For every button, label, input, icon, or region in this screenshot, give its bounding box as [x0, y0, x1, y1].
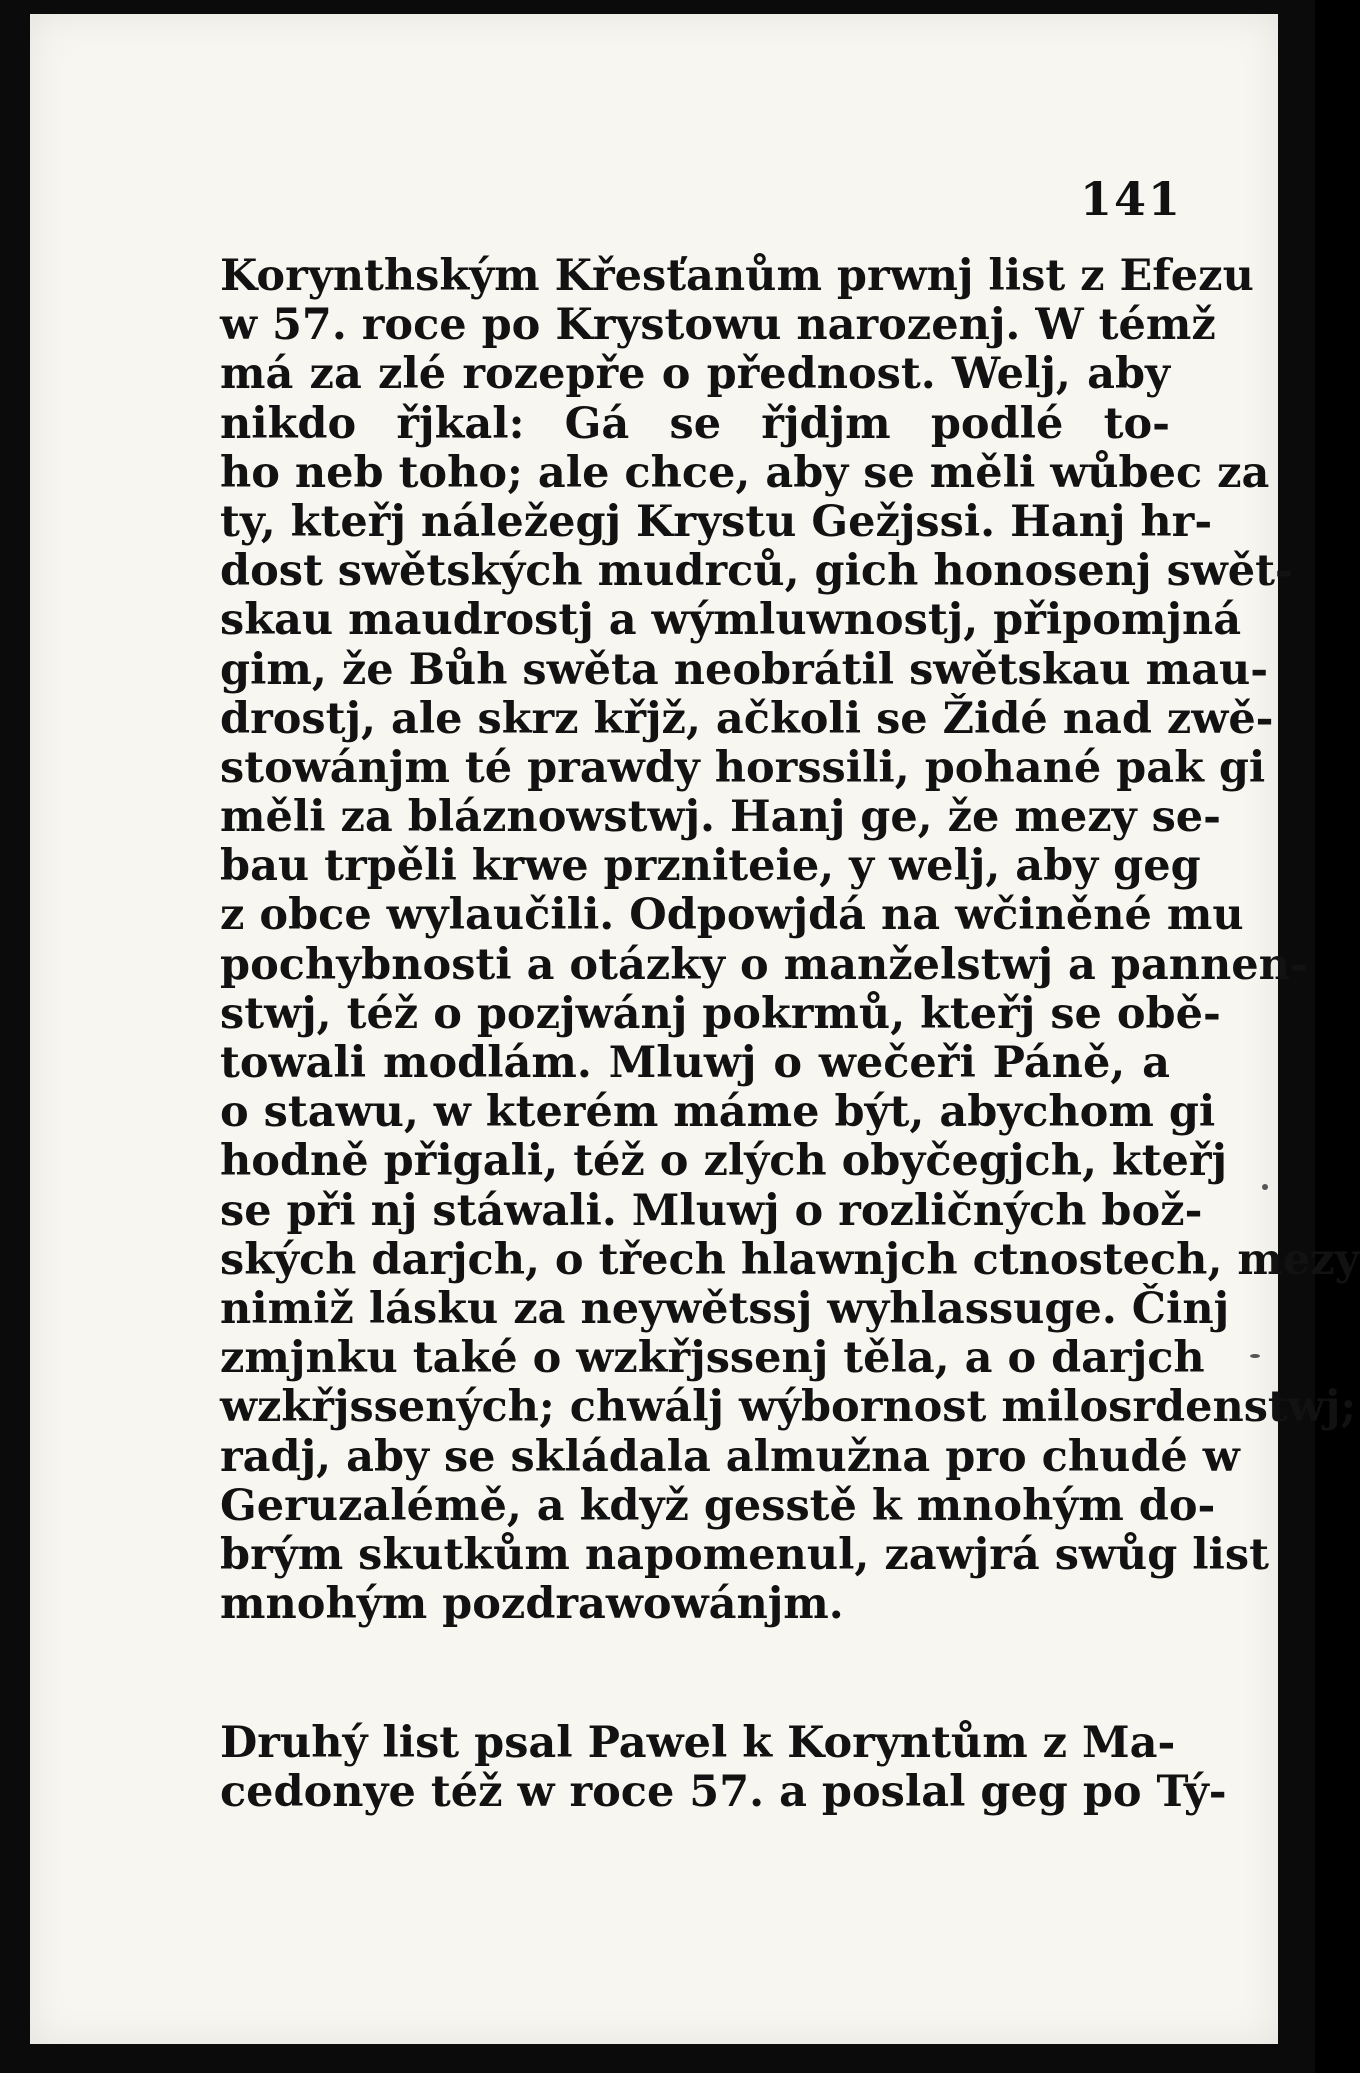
- text-line: z obce wylaučili. Odpowjdá na wčiněné mu: [220, 890, 1244, 941]
- print-speck: [1262, 1184, 1268, 1190]
- text-line: drostj, ale skrz křjž, ačkoli se Židé nad zwě-: [220, 693, 1274, 744]
- text-line: stwj, též o pozjwánj pokrmů, kteřj se obě-: [220, 988, 1221, 1039]
- text-line: w 57. roce po Krystowu narozenj. W témž: [220, 300, 1216, 351]
- text-line: pochybnosti a otázky o manželstwj a pannen-: [220, 939, 1308, 990]
- text-line: nimiž lásku za neywětssj wyhlassuge. Činj: [220, 1283, 1230, 1334]
- text-line: radj, aby se skládala almužna pro chudé w: [220, 1431, 1240, 1482]
- text-line: bau trpěli krwe przniteie, y welj, aby geg: [220, 841, 1201, 892]
- text-line: o stawu, w kterém máme být, abychom gi: [220, 1087, 1216, 1138]
- text-line: dost swětských mudrců, gich honosenj swět-: [220, 546, 1293, 597]
- text-line: Druhý list psal Pawel k Koryntům z Ma-: [220, 1718, 1176, 1768]
- page-number: 141: [1080, 172, 1183, 226]
- paragraph-1: [220, 251, 1360, 1630]
- text-line: má za zlé rozepře o přednost. Welj, aby: [220, 349, 1170, 400]
- text-line: měli za bláznowstwj. Hanj ge, že mezy se-: [220, 792, 1222, 843]
- text-line: brým skutkům napomenul, zawjrá swůg list: [220, 1529, 1269, 1580]
- book-page: [30, 14, 1360, 2044]
- text-line: hodně přigali, též o zlých obyčegjch, kteřj: [220, 1136, 1228, 1187]
- text-line: skau maudrostj a wýmluwnostj, připomjná: [220, 595, 1242, 646]
- text-line: Korynthským Křesťanům prwnj list z Efezu: [220, 251, 1254, 301]
- text-line: nikdo řjkal: Gá se řjdjm podlé to-: [220, 398, 1170, 449]
- text-line: cedonye též w roce 57. a poslal geg po Tý-: [220, 1767, 1227, 1818]
- text-line: ho neb toho; ale chce, aby se měli wůbec za: [220, 447, 1270, 498]
- text-line: Geruzalémě, a když gesstě k mnohým do-: [220, 1480, 1216, 1531]
- text-line: towali modlám. Mluwj o wečeři Páně, a: [220, 1038, 1170, 1088]
- text-line: stowánjm té prawdy horssili, pohané pak gi: [220, 742, 1266, 793]
- text-line: gim, že Bůh swěta neobrátil swětskau mau-: [220, 644, 1269, 695]
- text-line: se při nj stáwali. Mluwj o rozličných bož-: [220, 1185, 1203, 1236]
- text-line: ty, kteřj náležegj Krystu Gežjssi. Hanj hr-: [220, 496, 1213, 547]
- text-line: mnohým pozdrawowánjm.: [220, 1579, 844, 1630]
- text-line: zmjnku také o wzkřjssenj těla, a o darjch: [220, 1333, 1205, 1384]
- print-speck: [1250, 1354, 1260, 1358]
- text-line: wzkřjssených; chwálj wýbornost milosrdenstwj;: [220, 1382, 1357, 1433]
- text-line: ských darjch, o třech hlawnjch ctnostech, mezy: [220, 1234, 1360, 1285]
- paragraph-2: [220, 1718, 1227, 1818]
